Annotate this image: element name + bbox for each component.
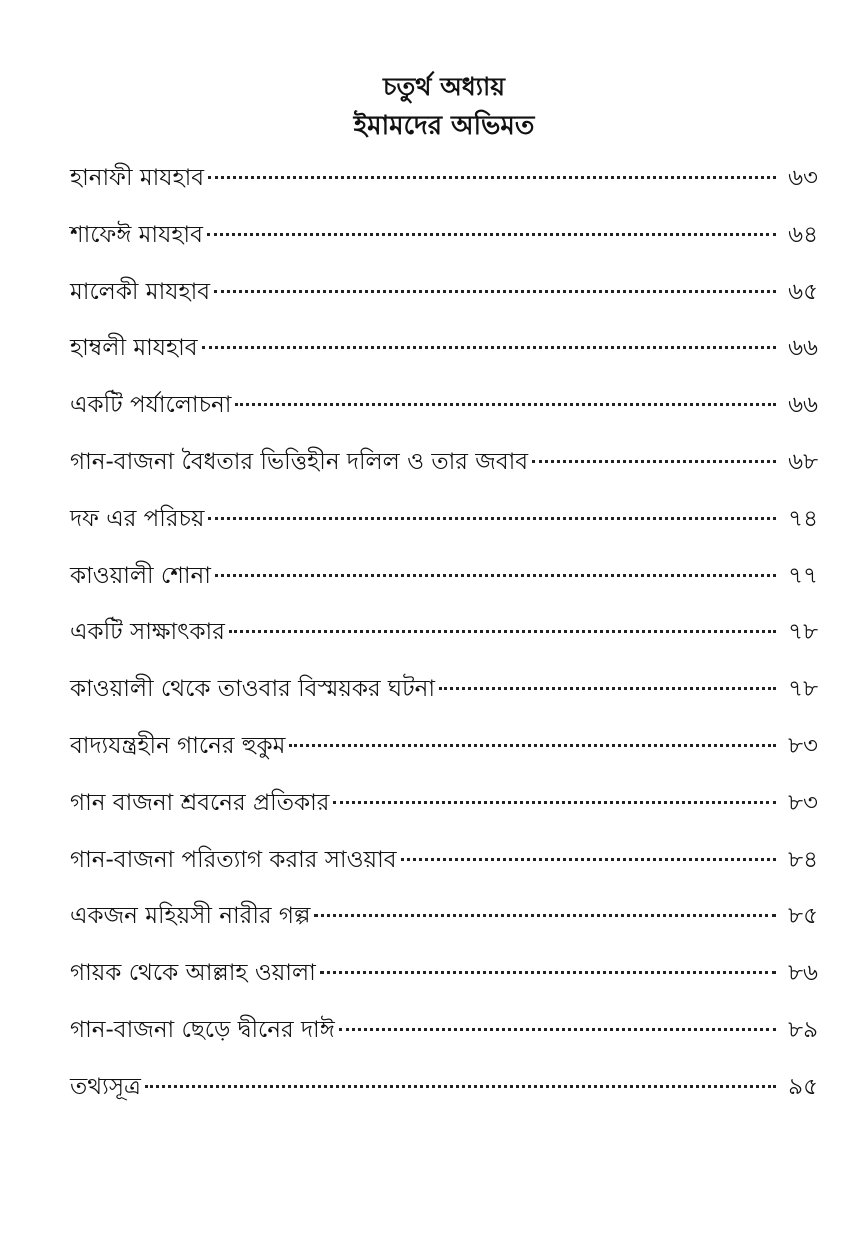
toc-entry[interactable] <box>70 215 818 272</box>
toc-entry-page: ৬৫ <box>788 278 818 305</box>
toc-entry-title: মালেকী মাযহাব <box>70 278 211 305</box>
toc-entry-title: দফ এর পরিচয় <box>70 505 205 532</box>
toc-entry[interactable] <box>70 385 818 442</box>
dot-leader <box>289 744 776 747</box>
table-of-contents <box>70 158 818 1124</box>
chapter-heading <box>0 68 868 146</box>
toc-entry[interactable] <box>70 953 818 1010</box>
toc-entry[interactable] <box>70 612 818 669</box>
dot-leader <box>401 858 776 861</box>
toc-entry[interactable] <box>70 328 818 385</box>
dot-leader <box>208 176 776 179</box>
dot-leader <box>145 1085 776 1088</box>
toc-entry[interactable] <box>70 726 818 783</box>
toc-entry-page: ৬৩ <box>788 165 818 191</box>
toc-entry-title: তথ্যসূত্র <box>70 1073 141 1100</box>
toc-entry-title: একজন মহিয়সী নারীর গল্প <box>70 903 311 930</box>
dot-leader <box>207 233 776 236</box>
toc-entry-page: ৬৮ <box>788 448 818 475</box>
chapter-title: ইমামদের অভিমত <box>353 111 535 141</box>
dot-leader <box>202 346 776 349</box>
toc-entry[interactable] <box>70 499 818 556</box>
toc-entry[interactable] <box>70 783 818 840</box>
toc-entry-title: গান-বাজনা বৈধতার ভিত্তিহীন দলিল ও তার জবাব <box>70 448 529 475</box>
toc-entry[interactable] <box>70 896 818 953</box>
toc-entry-page: ৮৩ <box>788 732 818 759</box>
toc-entry-title: কাওয়ালী শোনা <box>70 562 211 589</box>
toc-entry-page: ৮৬ <box>788 960 818 987</box>
toc-entry-title: গায়ক থেকে আল্লাহ ওয়ালা <box>70 960 316 987</box>
toc-entry-title: হানাফী মাযহাব <box>70 165 205 191</box>
dot-leader <box>215 574 776 577</box>
toc-entry-page: ৭৮ <box>788 676 818 703</box>
toc-entry-page: ৮৯ <box>788 1016 818 1043</box>
dot-leader <box>339 1028 776 1031</box>
toc-entry-page: ৬৬ <box>788 335 818 362</box>
toc-entry[interactable] <box>70 272 818 329</box>
chapter-label: চতুর্থ অধ্যায় <box>382 72 506 101</box>
toc-entry-title: গান-বাজনা পরিত্যাগ করার সাওয়াব <box>70 846 397 873</box>
dot-leader <box>235 403 776 406</box>
toc-entry-page: ৯৫ <box>788 1073 818 1100</box>
toc-entry[interactable] <box>70 1010 818 1067</box>
toc-entry[interactable] <box>70 556 818 613</box>
dot-leader <box>214 290 776 293</box>
toc-entry[interactable] <box>70 840 818 897</box>
toc-entry-title: শাফেঈ মাযহাব <box>70 221 203 248</box>
toc-entry[interactable] <box>70 1067 818 1124</box>
dot-leader <box>333 801 776 804</box>
toc-entry-title: গান বাজনা শ্রবনের প্রতিকার <box>70 789 330 816</box>
toc-entry-title: হাম্বলী মাযহাব <box>70 335 198 362</box>
dot-leader <box>439 687 776 690</box>
toc-entry-page: ৭৪ <box>788 505 818 532</box>
dot-leader <box>320 971 776 974</box>
dot-leader <box>314 914 776 917</box>
toc-entry-page: ৮৫ <box>788 903 818 930</box>
dot-leader <box>229 630 776 633</box>
dot-leader <box>532 460 776 463</box>
toc-entry-page: ৬৬ <box>788 392 818 419</box>
toc-entry-page: ৮৩ <box>788 789 818 816</box>
toc-entry-page: ৭৭ <box>788 562 818 589</box>
toc-entry[interactable] <box>70 158 818 215</box>
toc-entry-title: কাওয়ালী থেকে তাওবার বিস্ময়কর ঘটনা <box>70 676 436 703</box>
toc-entry-page: ৭৮ <box>788 619 818 646</box>
dot-leader <box>208 517 776 520</box>
toc-entry-title: বাদ্যযন্ত্রহীন গানের হুকুম <box>70 732 286 759</box>
toc-entry-page: ৬৪ <box>788 221 818 248</box>
toc-entry-title: একটি সাক্ষাৎকার <box>70 619 225 646</box>
toc-entry-title: গান-বাজনা ছেড়ে দ্বীনের দাঈ <box>70 1016 335 1043</box>
toc-entry[interactable] <box>70 669 818 726</box>
toc-entry[interactable] <box>70 442 818 499</box>
toc-entry-title: একটি পর্যালোচনা <box>70 392 232 419</box>
toc-entry-page: ৮৪ <box>788 846 818 873</box>
